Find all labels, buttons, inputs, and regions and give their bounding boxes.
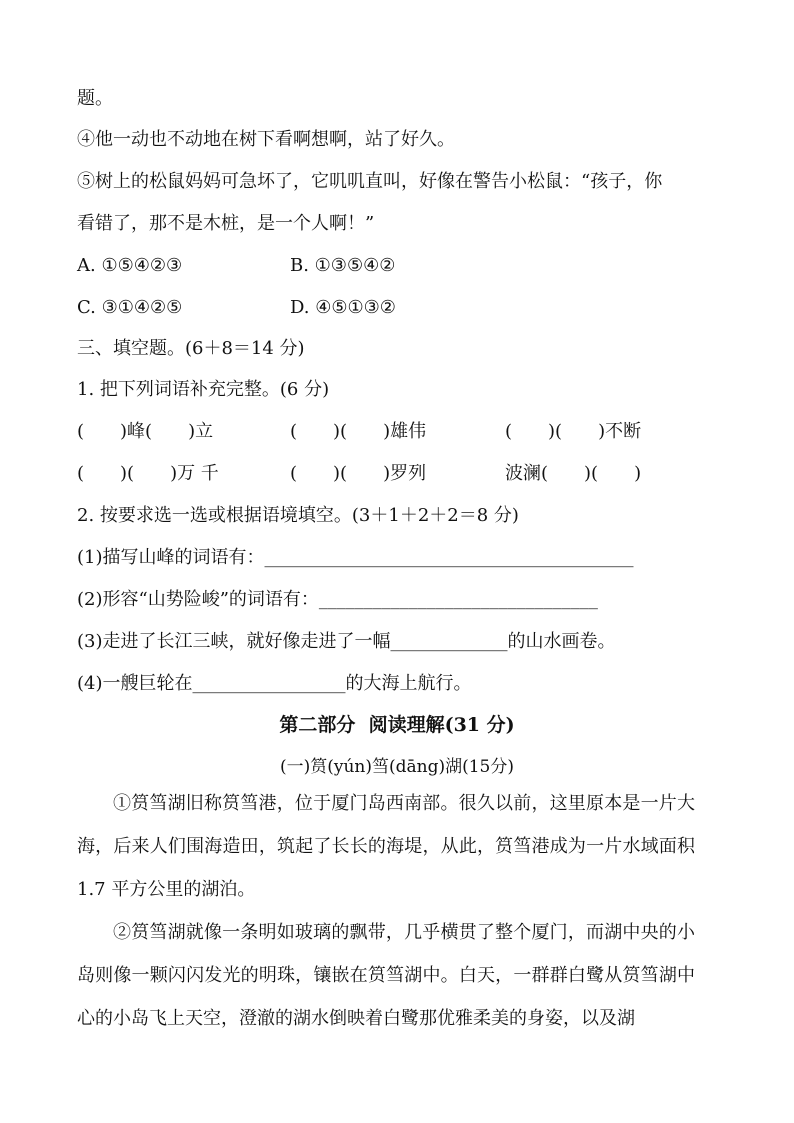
question-2-prompt: 2. 按要求选一选或根据语境填空。(3＋1＋2＋2＝8 分) — [77, 505, 519, 526]
question-2-item: (4)一艘巨轮在_________________的大海上航行。 — [77, 673, 472, 694]
sentence-4: ④他一动也不动地在树下看啊想啊，站了好久。 — [77, 129, 455, 150]
sentence-5-line-1: ⑤树上的松鼠妈妈可急坏了，它叽叽直叫，好像在警告小松鼠：“孩子，你 — [77, 171, 663, 192]
sentence-5-line-2: 看错了，那不是木桩，是一个人啊！” — [77, 213, 375, 234]
option-d: D. ④⑤①③② — [290, 297, 396, 318]
question-2-item: (2)形容“山势险峻”的词语有：_______________________________ — [77, 589, 598, 610]
fill-blank-phrase: ( )( )不断 — [505, 421, 642, 442]
option-c: C. ③①④②⑤ — [77, 297, 183, 318]
fill-blank-phrase: ( )( )万 千 — [77, 463, 219, 484]
fill-blank-phrase: ( )峰( )立 — [77, 421, 214, 442]
passage-title: (一)筼(yún)筜(dāng)湖(15分) — [279, 757, 515, 777]
question-2-item: (1)描写山峰的词语有：_________________________________________ — [77, 547, 634, 568]
text-line-fragment: 题。 — [77, 88, 113, 109]
option-b: B. ①③⑤④② — [290, 255, 396, 276]
fill-blank-phrase: ( )( )雄伟 — [290, 421, 427, 442]
passage-paragraph: ①筼筜湖旧称筼筜港，位于厦门岛西南部。很久以前，这里原本是一片大海，后来人们围海造田，筑起了长长的海堤，从此，筼筜港成为一片水域面积 1.7 平方公里的湖泊。 — [77, 793, 695, 900]
question-2-item: (3)走进了长江三峡，就好像走进了一幅_____________的山水画卷。 — [77, 631, 616, 652]
fill-blank-phrase: ( )( )罗列 — [290, 463, 427, 484]
option-a: A. ①⑤④②③ — [77, 255, 183, 276]
passage-paragraph: ②筼筜湖就像一条明如玻璃的飘带，几乎横贯了整个厦门，而湖中央的小岛则像一颗闪闪发光的明珠，镶嵌在筼筜湖中。白天，一群群白鹭从筼筜湖中心的小岛飞上天空，澄澈的湖水倒映着白鹭那优雅柔美的身姿，以及湖 — [77, 922, 695, 1029]
fill-blank-phrase: 波澜( )( ) — [505, 463, 642, 484]
question-1-prompt: 1. 把下列词语补充完整。(6 分) — [77, 379, 330, 400]
part-2-title: 第二部分 阅读理解(31 分) — [279, 714, 515, 736]
section-3-heading: 三、填空题。(6＋8＝14 分) — [77, 338, 305, 359]
